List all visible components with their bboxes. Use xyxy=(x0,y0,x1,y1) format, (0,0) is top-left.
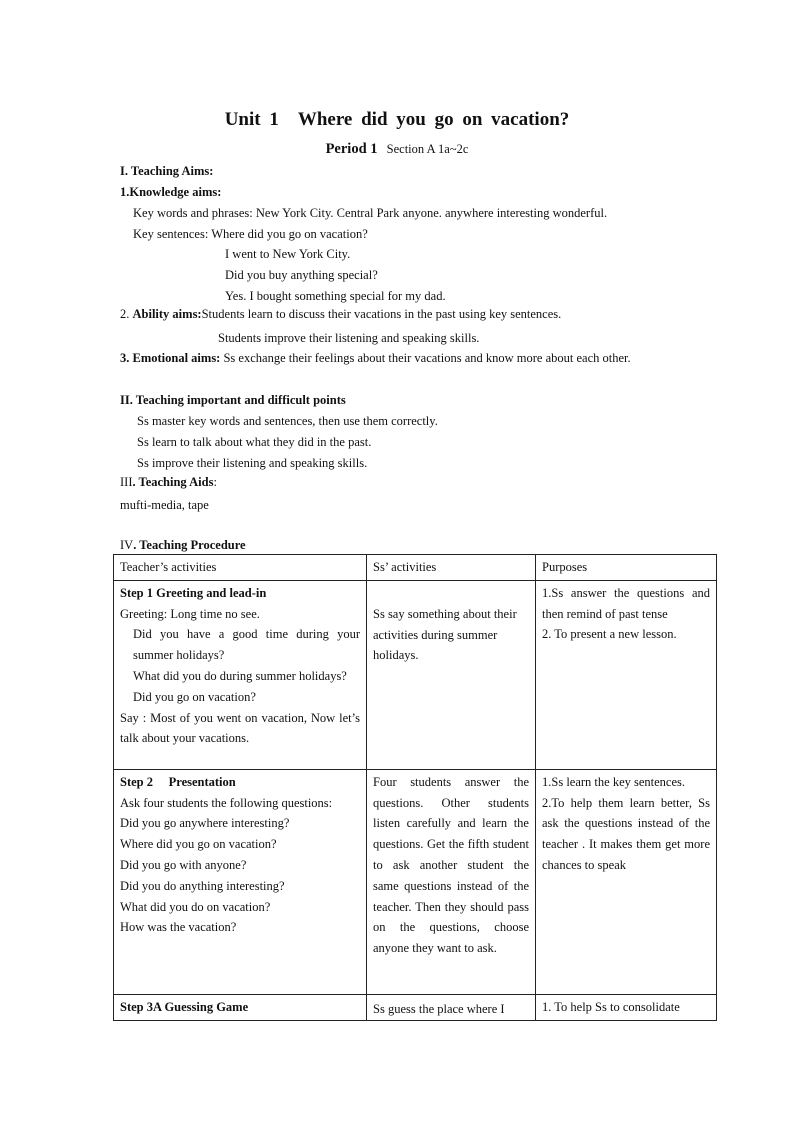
key-sentence: Yes. I bought something special for my dad. xyxy=(225,289,446,303)
procedure-heading-text: . Teaching Procedure xyxy=(133,538,246,552)
purpose: 2. To present a new lesson. xyxy=(542,627,677,642)
column-header: Teacher’s activities xyxy=(114,555,367,581)
important-points-heading: II. Teaching important and difficult points xyxy=(120,393,346,407)
aids-heading-num: III xyxy=(120,475,133,489)
table-header-row xyxy=(114,555,717,581)
ss-activity: Four students answer the questions. Other students listen carefully and learn the questions. Get the fifth student to ask another student the same questions instead of the teacher. Then they should pass on the questions, choose anyone they want to ask. xyxy=(373,774,529,956)
ability-number: 2. xyxy=(120,307,130,321)
period-subtitle xyxy=(0,141,794,158)
ss-activity: Ss guess the place where I xyxy=(373,1001,505,1016)
key-sentence: Did you buy anything special? xyxy=(225,268,378,282)
step1-teacher-cell xyxy=(114,580,367,769)
table-row xyxy=(114,769,717,994)
teacher-activity: Where did you go on vacation? xyxy=(120,837,277,852)
teacher-activity: Say : Most of you went on vacation, Now let’s talk about your vacations. xyxy=(120,710,360,746)
teacher-activity: Did you go anywhere interesting? xyxy=(120,816,290,831)
teacher-activity: Did you go with anyone? xyxy=(120,857,247,872)
purpose: 2.To help them learn better, Ss ask the questions instead of the teacher . It makes them get more chances to speak xyxy=(542,795,710,872)
aids-text: mufti-media, tape xyxy=(120,498,209,512)
step3-teacher-cell xyxy=(114,994,367,1020)
ss-activity: Ss say something about their activities during summer holidays. xyxy=(373,606,517,663)
step2-purposes-cell xyxy=(536,769,717,994)
column-header: Purposes xyxy=(536,555,717,581)
step1-ss-cell xyxy=(367,580,536,769)
purpose: 1.Ss answer the questions and then remind of past tense xyxy=(542,585,710,621)
ability-label: Ability aims: xyxy=(132,307,202,321)
knowledge-heading: 1.Knowledge aims: xyxy=(120,185,222,199)
purpose: 1.Ss learn the key sentences. xyxy=(542,774,686,789)
step-title: Step 1 Greeting and lead-in xyxy=(120,585,267,600)
column-header: Ss’ activities xyxy=(367,555,536,581)
step1-purposes-cell xyxy=(536,580,717,769)
key-sentence: I went to New York City. xyxy=(225,247,351,261)
key-sentences-label: Key sentences: Where did you go on vacation? xyxy=(133,227,368,241)
aids-heading-text: . Teaching Aids xyxy=(132,475,214,489)
step-title: Step 2 Presentation xyxy=(120,774,236,789)
key-words: Key words and phrases: New York City. Central Park anyone. anywhere interesting wonderful. xyxy=(133,206,608,220)
emotional-label: 3. Emotional aims: xyxy=(120,351,221,365)
important-point: Ss improve their listening and speaking skills. xyxy=(137,456,368,470)
procedure-heading-num: IV xyxy=(120,538,134,552)
purpose: 1. To help Ss to consolidate xyxy=(542,999,680,1014)
emotional-text: Ss exchange their feelings about their vacations and know more about each other. xyxy=(223,351,631,365)
page-title: Unit 1 Where did you go on vacation? xyxy=(224,109,570,130)
aids-heading-colon: : xyxy=(213,475,217,489)
emotional-aims xyxy=(120,348,676,369)
aids-heading xyxy=(120,474,217,490)
period-label: Period 1 xyxy=(325,141,378,157)
table-row xyxy=(114,994,717,1020)
step3-purposes-cell xyxy=(536,994,717,1020)
procedure-heading xyxy=(120,537,246,553)
teacher-activity: What did you do on vacation? xyxy=(120,899,271,914)
important-point: Ss learn to talk about what they did in the past. xyxy=(137,435,372,449)
teacher-activity: What did you do during summer holidays? xyxy=(133,668,347,683)
teacher-activity: Greeting: Long time no see. xyxy=(120,606,260,621)
aims-heading: I. Teaching Aims: xyxy=(120,164,214,178)
ability-aims xyxy=(120,306,561,322)
teacher-activity: Did you have a good time during your summer holidays? xyxy=(133,627,360,663)
important-point: Ss master key words and sentences, then use them correctly. xyxy=(137,414,438,428)
teacher-activity: Ask four students the following questions: xyxy=(120,795,333,810)
ability-text-2: Students improve their listening and speaking skills. xyxy=(218,331,480,345)
table-row xyxy=(114,580,717,769)
ability-text: Students learn to discuss their vacations in the past using key sentences. xyxy=(201,307,562,321)
teacher-activity: Did you do anything interesting? xyxy=(120,878,285,893)
step-title: Step 3A Guessing Game xyxy=(120,999,249,1014)
section-label: Section A 1a~2c xyxy=(386,142,469,156)
step2-ss-cell xyxy=(367,769,536,994)
step3-ss-cell xyxy=(367,994,536,1020)
step2-teacher-cell xyxy=(114,769,367,994)
teacher-activity: How was the vacation? xyxy=(120,920,237,935)
teacher-activity: Did you go on vacation? xyxy=(133,689,256,704)
procedure-table xyxy=(113,554,717,1021)
